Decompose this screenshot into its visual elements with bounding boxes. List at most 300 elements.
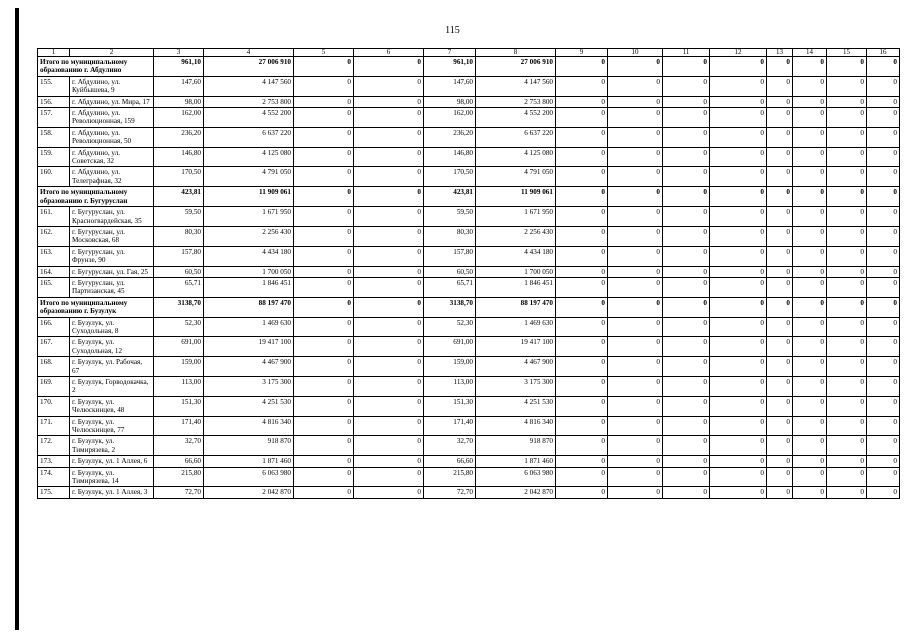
table-cell: 0 [767, 57, 793, 77]
table-cell: 0 [827, 96, 867, 107]
table-cell: 0 [663, 396, 710, 416]
table-cell: 6 063 980 [476, 467, 556, 487]
total-label: Итого по муниципальному образованию г. Бугуруслан [38, 187, 154, 207]
table-cell: 0 [767, 357, 793, 377]
table-cell: 0 [608, 436, 663, 456]
table-cell: 0 [767, 317, 793, 337]
table-cell: 4 434 180 [204, 246, 294, 266]
table-cell: 0 [793, 96, 827, 107]
row-number: 155. [38, 76, 70, 96]
row-number: 156. [38, 96, 70, 107]
table-cell: 0 [354, 337, 424, 357]
row-number: 165. [38, 277, 70, 297]
table-cell: 0 [867, 57, 900, 77]
table-cell: 0 [767, 416, 793, 436]
table-cell: 0 [793, 266, 827, 277]
table-cell: 0 [608, 207, 663, 227]
table-cell: 691,00 [154, 337, 204, 357]
table-cell: 0 [556, 396, 608, 416]
table-cell: 0 [556, 317, 608, 337]
table-cell: 0 [793, 57, 827, 77]
table-cell: 0 [867, 297, 900, 317]
table-cell: 0 [608, 76, 663, 96]
table-cell: 4 791 050 [476, 167, 556, 187]
table-cell: 0 [294, 396, 354, 416]
table-cell: 6 063 980 [204, 467, 294, 487]
row-number: 159. [38, 147, 70, 167]
table-cell: 59,50 [154, 207, 204, 227]
row-number: 170. [38, 396, 70, 416]
table-cell: 0 [827, 317, 867, 337]
table-cell: 159,00 [424, 357, 476, 377]
table-cell: 0 [663, 337, 710, 357]
table-cell: 0 [556, 436, 608, 456]
table-cell: 0 [354, 357, 424, 377]
table-cell: 0 [710, 96, 767, 107]
table-cell: 170,50 [154, 167, 204, 187]
table-cell: 0 [793, 487, 827, 498]
table-cell: 0 [294, 167, 354, 187]
table-cell: 4 251 530 [476, 396, 556, 416]
table-cell: 0 [608, 147, 663, 167]
table-cell: 0 [354, 277, 424, 297]
table-cell: 0 [294, 76, 354, 96]
table-cell: 0 [767, 467, 793, 487]
table-cell: 0 [294, 207, 354, 227]
table-cell: 0 [556, 207, 608, 227]
table-cell: 0 [608, 487, 663, 498]
column-header: 6 [354, 49, 424, 57]
table-cell: 0 [294, 127, 354, 147]
table-cell: 0 [556, 57, 608, 77]
table-cell: 423,81 [154, 187, 204, 207]
table-row [38, 76, 900, 96]
table-cell: 0 [827, 297, 867, 317]
table-cell: 80,30 [154, 226, 204, 246]
address-cell: г. Бугуруслан, ул. Гая, 25 [70, 266, 154, 277]
table-cell: 0 [767, 76, 793, 96]
table-cell: 0 [867, 456, 900, 467]
address-cell: г. Абдулино, ул. Революционная, 159 [70, 108, 154, 128]
address-cell: г. Абдулино, ул. Советская, 32 [70, 147, 154, 167]
table-cell: 0 [608, 377, 663, 397]
table-cell: 27 006 910 [204, 57, 294, 77]
table-row [38, 147, 900, 167]
table-cell: 0 [294, 96, 354, 107]
table-cell: 0 [663, 277, 710, 297]
table-cell: 0 [867, 317, 900, 337]
table-cell: 66,60 [424, 456, 476, 467]
table-cell: 0 [710, 147, 767, 167]
table-cell: 66,60 [154, 456, 204, 467]
table-cell: 0 [294, 377, 354, 397]
table-cell: 27 006 910 [476, 57, 556, 77]
table-cell: 0 [354, 57, 424, 77]
table-cell: 0 [294, 467, 354, 487]
table-cell: 0 [663, 147, 710, 167]
table-cell: 0 [710, 436, 767, 456]
table-row [38, 337, 900, 357]
table-cell: 0 [608, 396, 663, 416]
row-number: 164. [38, 266, 70, 277]
table-cell: 0 [663, 187, 710, 207]
table-cell: 0 [663, 467, 710, 487]
table-cell: 0 [663, 317, 710, 337]
table-cell: 0 [294, 277, 354, 297]
table-cell: 0 [827, 207, 867, 227]
table-cell: 0 [867, 246, 900, 266]
column-header: 10 [608, 49, 663, 57]
table-cell: 0 [767, 147, 793, 167]
table-cell: 0 [354, 127, 424, 147]
column-header: 7 [424, 49, 476, 57]
table-cell: 1 871 460 [204, 456, 294, 467]
table-cell: 0 [793, 187, 827, 207]
table-cell: 0 [556, 456, 608, 467]
table-cell: 162,00 [424, 108, 476, 128]
table-cell: 0 [710, 108, 767, 128]
table-cell: 0 [608, 96, 663, 107]
table-cell: 0 [294, 266, 354, 277]
table-row [38, 108, 900, 128]
row-number: 158. [38, 127, 70, 147]
table-cell: 0 [710, 226, 767, 246]
table-cell: 1 671 950 [204, 207, 294, 227]
table-cell: 0 [827, 76, 867, 96]
table-cell: 0 [354, 456, 424, 467]
table-cell: 72,70 [424, 487, 476, 498]
table-cell: 0 [767, 187, 793, 207]
table-cell: 0 [793, 167, 827, 187]
table-cell: 0 [767, 108, 793, 128]
table-cell: 1 871 460 [476, 456, 556, 467]
table-cell: 0 [354, 467, 424, 487]
table-cell: 0 [294, 487, 354, 498]
table-cell: 0 [663, 436, 710, 456]
table-cell: 0 [827, 187, 867, 207]
table-cell: 171,40 [154, 416, 204, 436]
row-number: 167. [38, 337, 70, 357]
table-cell: 0 [827, 416, 867, 436]
table-cell: 0 [793, 467, 827, 487]
table-cell: 0 [294, 147, 354, 167]
table-cell: 0 [556, 467, 608, 487]
table-cell: 0 [556, 187, 608, 207]
table-cell: 236,20 [424, 127, 476, 147]
column-header: 4 [204, 49, 294, 57]
table-cell: 961,10 [154, 57, 204, 77]
table-cell: 0 [827, 487, 867, 498]
column-header: 11 [663, 49, 710, 57]
table-cell: 0 [608, 317, 663, 337]
table-cell: 170,50 [424, 167, 476, 187]
row-number: 162. [38, 226, 70, 246]
table-cell: 0 [867, 377, 900, 397]
table-cell: 59,50 [424, 207, 476, 227]
table-cell: 4 125 080 [476, 147, 556, 167]
row-number: 168. [38, 357, 70, 377]
total-label: Итого по муниципальному образованию г. Абдулино [38, 57, 154, 77]
table-cell: 0 [827, 266, 867, 277]
table-cell: 146,80 [154, 147, 204, 167]
table-cell: 0 [793, 297, 827, 317]
table-cell: 918 870 [476, 436, 556, 456]
table-cell: 0 [710, 167, 767, 187]
table-cell: 0 [710, 377, 767, 397]
table-row [38, 487, 900, 498]
table-cell: 72,70 [154, 487, 204, 498]
table-cell: 98,00 [154, 96, 204, 107]
column-header: 2 [70, 49, 154, 57]
table-cell: 0 [767, 96, 793, 107]
table-cell: 2 753 800 [204, 96, 294, 107]
table-cell: 0 [867, 436, 900, 456]
table-row [38, 246, 900, 266]
table-cell: 3 175 300 [204, 377, 294, 397]
table-cell: 0 [710, 487, 767, 498]
table-cell: 0 [867, 487, 900, 498]
table-cell: 0 [710, 187, 767, 207]
column-header: 1 [38, 49, 70, 57]
table-cell: 0 [608, 187, 663, 207]
table-row [38, 436, 900, 456]
table-cell: 0 [663, 108, 710, 128]
table-cell: 0 [767, 436, 793, 456]
table-cell: 19 417 100 [204, 337, 294, 357]
table-cell: 0 [608, 57, 663, 77]
table-cell: 2 042 870 [204, 487, 294, 498]
column-header: 8 [476, 49, 556, 57]
table-cell: 0 [827, 246, 867, 266]
table-row [38, 377, 900, 397]
table-cell: 0 [767, 266, 793, 277]
table-cell: 52,30 [154, 317, 204, 337]
table-cell: 80,30 [424, 226, 476, 246]
table-cell: 151,30 [154, 396, 204, 416]
table-cell: 0 [867, 207, 900, 227]
table-cell: 4 816 340 [204, 416, 294, 436]
table-cell: 1 671 950 [476, 207, 556, 227]
table-cell: 4 467 900 [204, 357, 294, 377]
table-cell: 423,81 [424, 187, 476, 207]
table-cell: 0 [867, 337, 900, 357]
table-cell: 0 [767, 277, 793, 297]
column-header: 15 [827, 49, 867, 57]
table-cell: 0 [294, 436, 354, 456]
table-cell: 0 [354, 317, 424, 337]
table-cell: 19 417 100 [476, 337, 556, 357]
table-cell: 0 [354, 108, 424, 128]
table-cell: 157,80 [424, 246, 476, 266]
table-cell: 0 [867, 147, 900, 167]
table-cell: 0 [867, 187, 900, 207]
table-cell: 0 [608, 416, 663, 436]
table-cell: 0 [294, 57, 354, 77]
address-cell: г. Абдулино, ул. Телеграфная, 32 [70, 167, 154, 187]
table-cell: 4 434 180 [476, 246, 556, 266]
table-cell: 0 [793, 317, 827, 337]
table-cell: 0 [710, 337, 767, 357]
table-cell: 0 [767, 456, 793, 467]
table-cell: 1 846 451 [204, 277, 294, 297]
table-cell: 0 [793, 337, 827, 357]
table-cell: 0 [294, 246, 354, 266]
table-cell: 0 [793, 377, 827, 397]
table-cell: 0 [294, 416, 354, 436]
table-cell: 0 [556, 226, 608, 246]
table-cell: 0 [827, 147, 867, 167]
table-cell: 11 909 061 [204, 187, 294, 207]
table-cell: 0 [710, 57, 767, 77]
table-cell: 0 [767, 127, 793, 147]
row-number: 163. [38, 246, 70, 266]
table-cell: 0 [354, 416, 424, 436]
table-cell: 0 [354, 96, 424, 107]
table-cell: 0 [710, 246, 767, 266]
table-cell: 0 [556, 147, 608, 167]
table-cell: 3138,70 [424, 297, 476, 317]
table-cell: 1 469 630 [204, 317, 294, 337]
table-cell: 0 [608, 167, 663, 187]
table-cell: 0 [827, 167, 867, 187]
table-cell: 0 [767, 377, 793, 397]
table-cell: 0 [608, 226, 663, 246]
table-cell: 113,00 [154, 377, 204, 397]
table-cell: 0 [767, 207, 793, 227]
total-row [38, 57, 900, 77]
table-cell: 0 [608, 108, 663, 128]
table-header-row [38, 49, 900, 57]
table-cell: 0 [663, 377, 710, 397]
table-cell: 4 791 050 [204, 167, 294, 187]
table-cell: 0 [294, 317, 354, 337]
address-cell: г. Бузулук, ул. Тимирязева, 14 [70, 467, 154, 487]
table-cell: 0 [867, 108, 900, 128]
table-cell: 1 469 630 [476, 317, 556, 337]
table-cell: 0 [608, 357, 663, 377]
table-cell: 0 [867, 396, 900, 416]
table-row [38, 207, 900, 227]
table-cell: 32,70 [424, 436, 476, 456]
table-row [38, 266, 900, 277]
table-cell: 0 [793, 357, 827, 377]
table-cell: 0 [354, 266, 424, 277]
table-cell: 4 147 560 [476, 76, 556, 96]
table-cell: 0 [867, 167, 900, 187]
address-cell: г. Бузулук, ул. Рабочая, 67 [70, 357, 154, 377]
table-cell: 0 [793, 246, 827, 266]
table-cell: 88 197 470 [204, 297, 294, 317]
row-number: 160. [38, 167, 70, 187]
table-cell: 0 [354, 246, 424, 266]
table-cell: 0 [556, 167, 608, 187]
total-row [38, 297, 900, 317]
table-cell: 0 [556, 96, 608, 107]
table-cell: 0 [793, 277, 827, 297]
table-cell: 0 [827, 127, 867, 147]
table-cell: 0 [354, 167, 424, 187]
table-cell: 146,80 [424, 147, 476, 167]
table-cell: 4 552 200 [204, 108, 294, 128]
table-cell: 3138,70 [154, 297, 204, 317]
table-cell: 151,30 [424, 396, 476, 416]
table-cell: 0 [354, 377, 424, 397]
table-cell: 0 [793, 226, 827, 246]
table-cell: 0 [767, 396, 793, 416]
table-cell: 0 [710, 416, 767, 436]
table-cell: 0 [663, 127, 710, 147]
table-cell: 0 [710, 456, 767, 467]
table-cell: 0 [663, 226, 710, 246]
table-cell: 159,00 [154, 357, 204, 377]
row-number: 172. [38, 436, 70, 456]
table-cell: 4 125 080 [204, 147, 294, 167]
table-cell: 2 042 870 [476, 487, 556, 498]
left-margin-bar [15, 8, 19, 630]
table-cell: 0 [793, 207, 827, 227]
table-cell: 0 [867, 127, 900, 147]
column-header: 9 [556, 49, 608, 57]
table-cell: 0 [867, 226, 900, 246]
table-cell: 0 [556, 297, 608, 317]
table-cell: 0 [608, 456, 663, 467]
column-header: 16 [867, 49, 900, 57]
table-row [38, 127, 900, 147]
total-row [38, 187, 900, 207]
table-cell: 0 [556, 487, 608, 498]
address-cell: г. Бузулук, Гоpводокачка, 2 [70, 377, 154, 397]
table-cell: 0 [710, 467, 767, 487]
table-cell: 0 [556, 266, 608, 277]
table-cell: 4 552 200 [476, 108, 556, 128]
table-cell: 4 147 560 [204, 76, 294, 96]
address-cell: г. Бузулук, ул. 1 Аллея, 6 [70, 456, 154, 467]
table-cell: 0 [354, 207, 424, 227]
table-cell: 0 [608, 467, 663, 487]
table-cell: 0 [867, 266, 900, 277]
table-cell: 0 [827, 337, 867, 357]
table-cell: 65,71 [424, 277, 476, 297]
table-cell: 215,80 [154, 467, 204, 487]
table-cell: 0 [793, 456, 827, 467]
table-cell: 0 [867, 357, 900, 377]
table-cell: 32,70 [154, 436, 204, 456]
table-cell: 0 [294, 337, 354, 357]
table-cell: 65,71 [154, 277, 204, 297]
table-cell: 0 [767, 167, 793, 187]
table-cell: 6 637 220 [204, 127, 294, 147]
table-row [38, 467, 900, 487]
table-row [38, 456, 900, 467]
table-cell: 162,00 [154, 108, 204, 128]
table-cell: 0 [827, 456, 867, 467]
table-cell: 0 [663, 57, 710, 77]
table-cell: 0 [663, 357, 710, 377]
table-cell: 0 [294, 456, 354, 467]
table-row [38, 277, 900, 297]
table-cell: 0 [294, 226, 354, 246]
table-cell: 0 [663, 456, 710, 467]
table-cell: 11 909 061 [476, 187, 556, 207]
table-cell: 60,50 [424, 266, 476, 277]
column-header: 5 [294, 49, 354, 57]
table-cell: 147,60 [154, 76, 204, 96]
address-cell: г. Бузулук, ул. Суходольная, 8 [70, 317, 154, 337]
table-row [38, 317, 900, 337]
table-cell: 0 [793, 108, 827, 128]
table-cell: 0 [354, 396, 424, 416]
table-cell: 0 [556, 76, 608, 96]
